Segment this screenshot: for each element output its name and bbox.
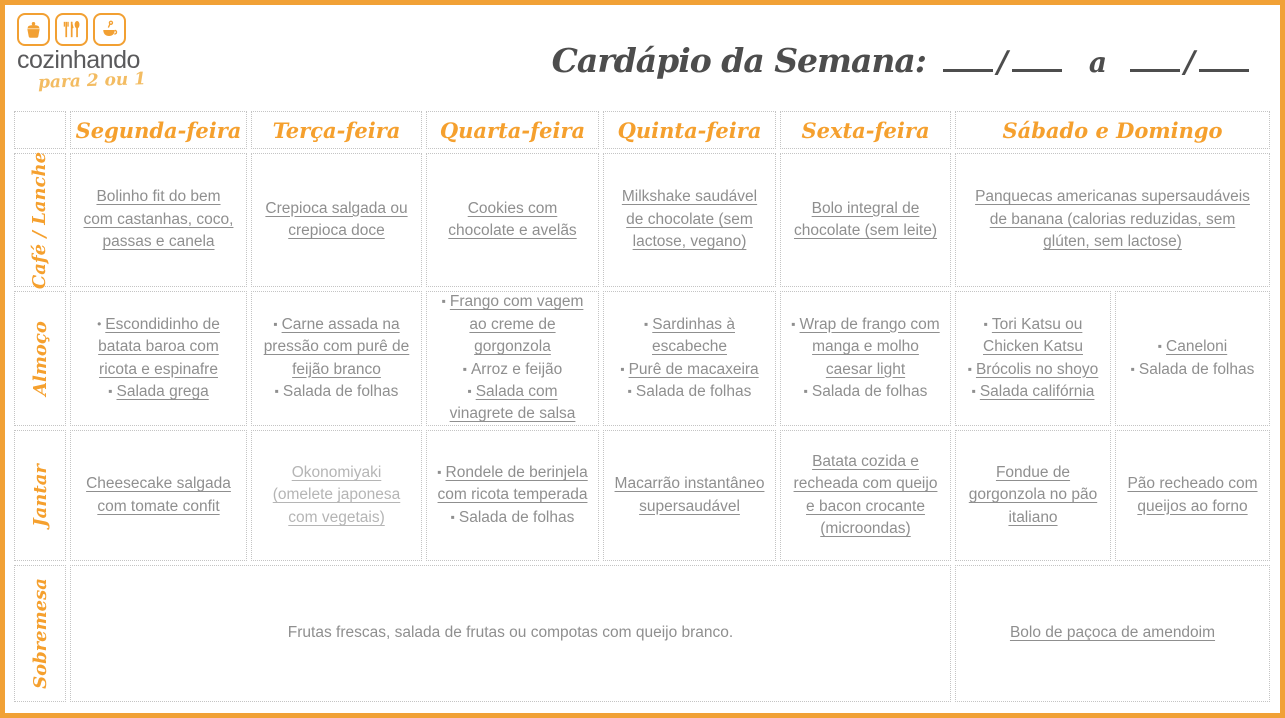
menu-item [262, 314, 411, 381]
menu-item [791, 314, 940, 381]
bullet-icon: ▪ [1130, 361, 1135, 376]
cafe-segunda-cell [70, 153, 247, 287]
menu-item [972, 381, 1095, 403]
bullet-icon: ▪ [108, 383, 113, 398]
row-label-cafe-lanche: Café / Lanche [14, 153, 66, 287]
recipe-link[interactable]: Brócolis no shoyo [975, 360, 1099, 378]
recipe-link[interactable]: Frango com vagem ao creme de gorgonzola [449, 293, 584, 356]
bullet-icon: • [97, 316, 102, 331]
recipe-link[interactable]: Cookies com chocolate e avelãs [448, 199, 577, 239]
bullet-icon: ▪ [983, 316, 988, 331]
day-header-sexta: Sexta-feira [780, 111, 951, 149]
bullet-icon: ▪ [441, 294, 446, 309]
sobremesa-semana-cell [70, 565, 951, 702]
recipe-link[interactable]: Tori Katsu ou Chicken Katsu [983, 315, 1083, 356]
brand-tagline: para 2 ou 1 [37, 69, 147, 93]
bullet-icon: ▪ [274, 383, 279, 398]
bullet-icon: ▪ [450, 509, 455, 524]
recipe-link[interactable]: Purê de macaxeira [628, 360, 759, 378]
coffee-cup-icon [93, 13, 126, 46]
page-header [5, 5, 1280, 107]
cafe-fim-de-semana-cell [955, 153, 1270, 287]
recipe-link[interactable]: Fondue de gorgonzola no pão italiano [968, 463, 1098, 526]
cafe-quarta-cell [426, 153, 599, 287]
bullet-icon: ▪ [791, 316, 796, 331]
menu-item-text: Frutas frescas, salada de frutas ou compotas com queijo branco. [287, 624, 734, 642]
almoco-sabado-cell [955, 291, 1111, 426]
almoco-segunda-cell [70, 291, 247, 426]
menu-item [451, 507, 575, 529]
title-text: Cardápio da Semana: [551, 41, 926, 80]
bullet-icon: ▪ [273, 316, 278, 331]
recipe-link[interactable]: Bolinho fit do bem com castanhas, coco, passas e canela [83, 188, 234, 251]
day-header-quarta: Quarta-feira [426, 111, 599, 149]
recipe-link[interactable]: Rondele de berinjela com ricota temperada [437, 463, 588, 504]
sobremesa-fim-de-semana-cell [955, 565, 1270, 702]
menu-table [14, 111, 1280, 702]
date-conjunction: a [1088, 46, 1108, 79]
end-day-blank [1130, 53, 1180, 72]
start-month-blank [1012, 53, 1062, 72]
jantar-quarta-cell [426, 430, 599, 561]
date-slash: / [1184, 45, 1195, 80]
menu-item [968, 359, 1099, 381]
day-header-terca: Terça-feira [251, 111, 422, 149]
menu-item [804, 381, 928, 403]
recipe-link[interactable]: Carne assada na pressão com purê de feijão branco [263, 315, 410, 378]
recipe-link[interactable]: Batata cozida e recheada com queijo e bacon crocante (microondas) [793, 452, 938, 537]
menu-item-text: Salada de folhas [282, 382, 399, 400]
menu-item [463, 359, 563, 381]
cafe-sexta-cell [780, 153, 951, 287]
recipe-link[interactable]: Caneloni [1166, 338, 1228, 356]
menu-item [437, 381, 588, 426]
day-header-fim-de-semana: Sábado e Domingo [955, 111, 1270, 149]
row-label-almoco: Almoço [14, 291, 66, 426]
table-corner [14, 111, 66, 149]
bullet-icon: ▪ [644, 316, 649, 331]
jantar-segunda-cell [70, 430, 247, 561]
menu-item [628, 381, 752, 403]
bullet-icon: ▪ [967, 361, 972, 376]
brand-logo [17, 13, 167, 91]
cafe-quinta-cell [603, 153, 776, 287]
menu-item [1158, 336, 1227, 358]
jantar-domingo-cell [1115, 430, 1270, 561]
recipe-link[interactable]: Wrap de frango com manga e molho caesar light [799, 315, 940, 378]
menu-item-text: Salada de folhas [635, 382, 752, 400]
almoco-quinta-cell [603, 291, 776, 426]
almoco-sexta-cell [780, 291, 951, 426]
bullet-icon: ▪ [462, 361, 467, 376]
row-label-sobremesa: Sobremesa [14, 565, 66, 702]
menu-item [614, 314, 765, 359]
bullet-icon: ▪ [467, 383, 472, 398]
menu-item-text: Salada de folhas [458, 508, 575, 526]
pot-icon [17, 13, 50, 46]
start-day-blank [943, 53, 993, 72]
bullet-icon: ▪ [803, 383, 808, 398]
day-header-quinta: Quinta-feira [603, 111, 776, 149]
bullet-icon: ▪ [437, 464, 442, 479]
menu-item [437, 462, 588, 507]
menu-item [81, 314, 236, 381]
menu-item-text: Salada de folhas [1138, 360, 1255, 378]
bullet-icon: ▪ [627, 383, 632, 398]
bullet-icon: ▪ [620, 361, 625, 376]
menu-item [1131, 359, 1255, 381]
jantar-quinta-cell [603, 430, 776, 561]
menu-item [966, 314, 1100, 359]
day-header-segunda: Segunda-feira [70, 111, 247, 149]
bullet-icon: ▪ [971, 383, 976, 398]
recipe-link[interactable]: Macarrão instantâneo supersaudável [614, 475, 765, 515]
recipe-link[interactable]: Cheesecake salgada com tomate confit [86, 475, 231, 515]
recipe-link-visited[interactable]: Okonomiyaki (omelete japonesa com vegetais) [272, 463, 401, 526]
end-month-blank [1199, 53, 1249, 72]
menu-item [620, 359, 758, 381]
date-slash: / [996, 45, 1008, 80]
cutlery-icon [55, 13, 88, 46]
recipe-link[interactable]: Bolo de paçoca de amendoim [1009, 624, 1216, 642]
cafe-terca-cell [251, 153, 422, 287]
jantar-sexta-cell [780, 430, 951, 561]
menu-item-text: Arroz e feijão [470, 360, 563, 378]
recipe-link[interactable]: Crepioca salgada ou crepioca doce [265, 199, 408, 239]
recipe-link[interactable]: Bolo integral de chocolate (sem leite) [793, 199, 937, 239]
menu-item [108, 381, 208, 403]
recipe-link[interactable]: Sardinhas à escabeche [652, 315, 735, 356]
page-title [552, 41, 1252, 80]
recipe-link[interactable]: Pão recheado com queijos ao forno [1127, 475, 1258, 515]
recipe-link[interactable]: Escondidinho de batata baroa com ricota e espinafre [98, 315, 220, 378]
jantar-terca-cell [251, 430, 422, 561]
logo-icons [17, 13, 167, 46]
jantar-sabado-cell [955, 430, 1111, 561]
almoco-terca-cell [251, 291, 422, 426]
recipe-link[interactable]: Milkshake saudável de chocolate (sem lactose, vegano) [621, 188, 758, 251]
recipe-link[interactable]: Salada califórnia [979, 382, 1095, 400]
brand-name: cozinhando [17, 46, 140, 74]
almoco-quarta-cell [426, 291, 599, 426]
row-label-jantar: Jantar [14, 430, 66, 561]
menu-item [437, 291, 588, 358]
weekly-menu-page [5, 5, 1280, 713]
recipe-link[interactable]: Panquecas americanas supersaudáveis de banana (calorias reduzidas, sem glúten, sem lactose) [975, 188, 1250, 251]
bullet-icon: ▪ [1157, 339, 1163, 354]
recipe-link[interactable]: Salada com vinagrete de salsa [449, 382, 576, 423]
almoco-domingo-cell [1115, 291, 1270, 426]
menu-item [275, 381, 399, 403]
recipe-link[interactable]: Salada grega [116, 382, 209, 400]
menu-item-text: Salada de folhas [811, 382, 928, 400]
